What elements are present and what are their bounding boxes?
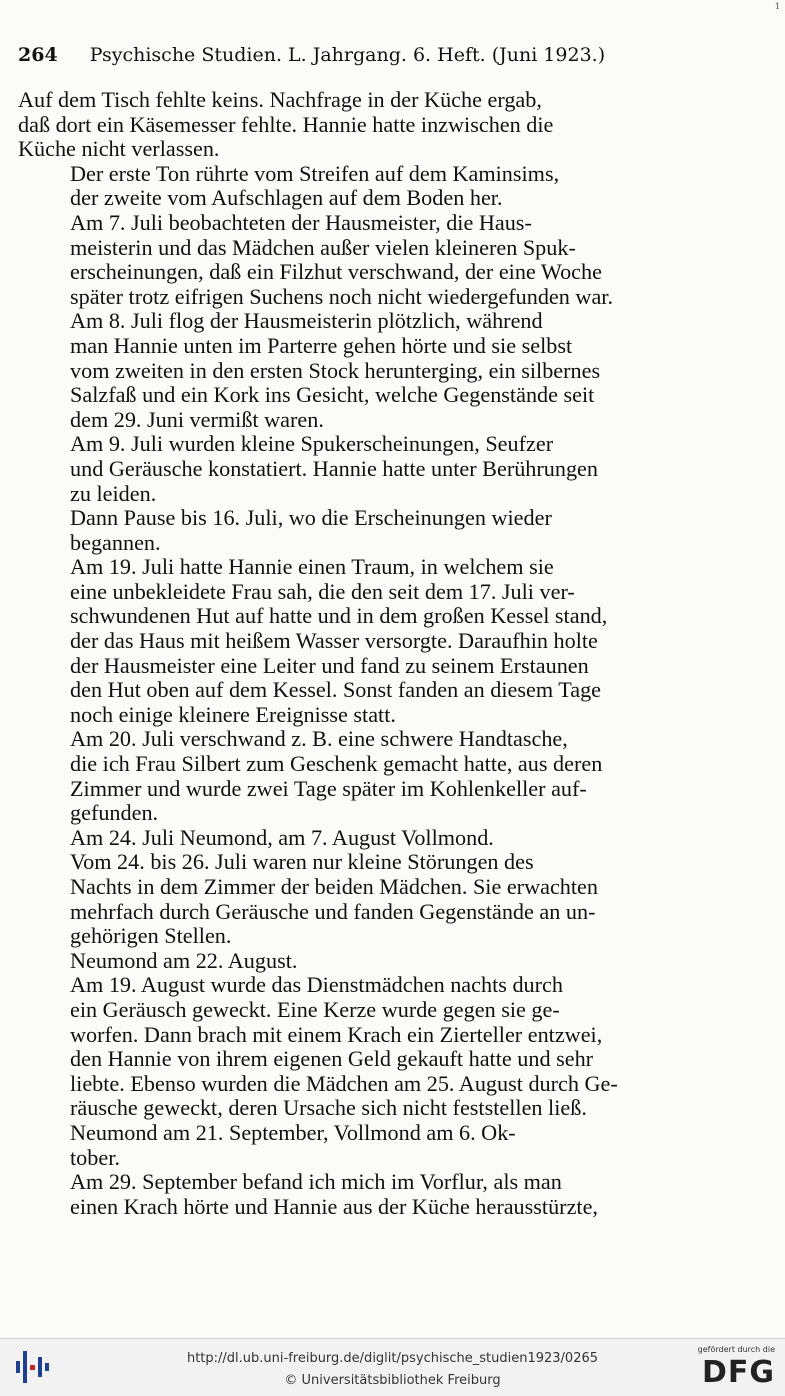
- paragraph: [18, 826, 704, 851]
- text-line: begannen.: [70, 529, 161, 555]
- paragraph: [18, 727, 704, 825]
- dfg-tagline: gefördert durch die: [697, 1345, 775, 1354]
- text-line: Am 9. Juli wurden kleine Spukerscheinungen, Seufzer: [70, 431, 554, 457]
- text-line: Nachts in dem Zimmer der beiden Mädchen. Sie erwachten: [70, 874, 598, 899]
- text-line: tober.: [70, 1144, 120, 1170]
- text-line: erscheinungen, daß ein Filzhut verschwand, der eine Woche: [70, 259, 602, 285]
- text-line: Vom 24. bis 26. Juli waren nur kleine Störungen des: [70, 849, 534, 875]
- text-line: der Hausmeister eine Leiter und fand zu seinem Erstaunen: [70, 652, 589, 678]
- text-line: Küche nicht verlassen.: [18, 136, 220, 162]
- text-line: Zimmer und wurde zwei Tage später im Kohlenkeller auf-: [70, 775, 587, 801]
- text-line: Dann Pause bis 16. Juli, wo die Erscheinungen wieder: [70, 505, 552, 531]
- text-line: noch einige kleinere Ereignisse statt.: [70, 701, 396, 727]
- copyright-notice: © Universitätsbibliothek Freiburg: [284, 1373, 501, 1388]
- dfg-logo: [689, 1345, 775, 1391]
- text-line: Am 8. Juli flog der Hausmeisterin plötzlich, während: [70, 308, 543, 334]
- text-line: später trotz eifrigen Suchens noch nicht wiedergefunden war.: [70, 283, 613, 309]
- text-line: Am 20. Juli verschwand z. B. eine schwere Handtasche,: [70, 726, 568, 752]
- paragraph: [18, 506, 704, 555]
- text-line: man Hannie unten im Parterre gehen hörte und sie selbst: [70, 332, 573, 358]
- text-line: und Geräusche konstatiert. Hannie hatte unter Berührungen: [70, 455, 599, 481]
- text-line: vom zweiten in den ersten Stock herunterging, ein silbernes: [70, 357, 601, 383]
- text-line: eine unbekleidete Frau sah, die den seit dem 17. Juli ver-: [70, 578, 575, 604]
- paragraph: [18, 88, 704, 162]
- text-line: mehrfach durch Geräusche und fanden Gegenstände an un-: [70, 898, 596, 924]
- text-line: liebte. Ebenso wurden die Mädchen am 25. August durch Ge-: [70, 1070, 618, 1096]
- running-title: Psychische Studien. L. Jahrgang. 6. Heft. (Juni 1923.): [89, 44, 606, 66]
- text-line: Am 19. Juli hatte Hannie einen Traum, in welchem sie: [70, 554, 554, 580]
- text-line: daß dort ein Käsemesser fehlte. Hannie hatte inzwischen die: [18, 111, 554, 137]
- paragraph: [18, 211, 704, 309]
- text-line: die ich Frau Silbert zum Geschenk gemacht hatte, aus deren: [70, 751, 603, 777]
- text-line: zu leiden.: [70, 480, 157, 506]
- text-line: Salzfaß und ein Kork ins Gesicht, welche Gegenstände seit: [70, 382, 595, 408]
- text-line: den Hannie von ihrem eigenen Geld gekauft hatte und sehr: [70, 1046, 594, 1072]
- text-line: Am 24. Juli Neumond, am 7. August Vollmond.: [70, 824, 494, 850]
- paragraph: [18, 1121, 704, 1170]
- text-line: ein Geräusch geweckt. Eine Kerze wurde gegen sie ge-: [70, 996, 560, 1022]
- text-line: einen Krach hörte und Hannie aus der Küche herausstürzte,: [70, 1193, 598, 1219]
- text-line: Neumond am 22. August.: [70, 947, 298, 973]
- text-line: meisterin und das Mädchen außer vielen kleineren Spuk-: [70, 234, 576, 260]
- paragraph: [18, 162, 704, 211]
- text-line: worfen. Dann brach mit einem Krach ein Zierteller entzwei,: [70, 1021, 603, 1047]
- text-line: räusche geweckt, deren Ursache sich nicht feststellen ließ.: [70, 1095, 587, 1121]
- text-line: Neumond am 21. September, Vollmond am 6. Ok-: [70, 1119, 516, 1145]
- paragraph: [18, 555, 704, 727]
- text-line: der zweite vom Aufschlagen auf dem Boden her.: [70, 185, 503, 211]
- text-line: den Hut oben auf dem Kessel. Sonst fanden an diesem Tage: [70, 677, 602, 703]
- paragraph: [18, 432, 704, 506]
- dfg-logo-text: DFG: [701, 1355, 775, 1390]
- paragraph: [18, 850, 704, 948]
- paragraph: [18, 973, 704, 1121]
- text-line: Auf dem Tisch fehlte keins. Nachfrage in der Küche ergab,: [18, 87, 542, 112]
- corner-mark: 1: [774, 2, 780, 11]
- text-line: der das Haus mit heißem Wasser versorgte. Daraufhin holte: [70, 628, 598, 654]
- page-number: 264: [18, 44, 58, 66]
- paragraph: [18, 309, 704, 432]
- text-line: gehörigen Stellen.: [70, 923, 232, 949]
- text-line: schwundenen Hut auf hatte und in dem großen Kessel stand,: [70, 603, 608, 629]
- text-line: dem 29. Juni vermißt waren.: [70, 406, 324, 432]
- viewer-footer: [0, 1338, 785, 1396]
- text-line: Am 7. Juli beobachteten der Hausmeister, die Haus-: [70, 209, 532, 235]
- paragraph: [18, 949, 704, 974]
- text-line: Am 29. September befand ich mich im Vorflur, als man: [70, 1169, 562, 1195]
- text-line: Der erste Ton rührte vom Streifen auf dem Kaminsims,: [70, 160, 560, 186]
- text-line: Am 19. August wurde das Dienstmädchen nachts durch: [70, 972, 563, 998]
- source-url[interactable]: http://dl.ub.uni-freiburg.de/diglit/psychische_studien1923/0265: [186, 1351, 599, 1366]
- running-header: [18, 44, 708, 66]
- paragraph: [18, 1170, 704, 1219]
- text-line: gefunden.: [70, 800, 159, 826]
- body-text: [18, 88, 704, 1219]
